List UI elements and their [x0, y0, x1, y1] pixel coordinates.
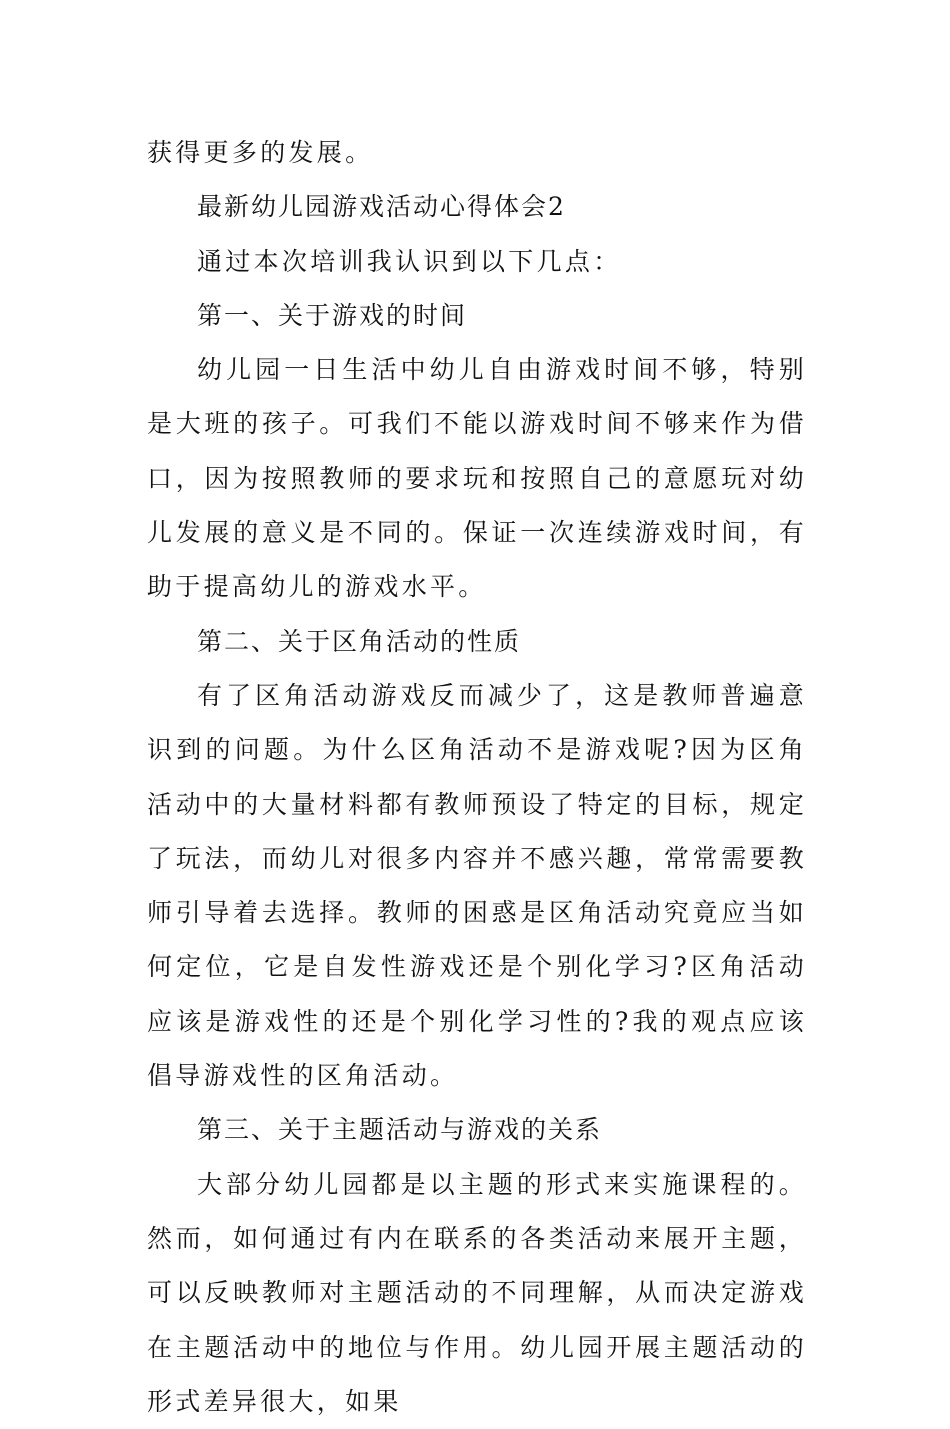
section-paragraph-2: 有了区角活动游戏反而减少了，这是教师普遍意识到的问题。为什么区角活动不是游戏呢?因为区角活动中的大量材料都有教师预设了特定的目标，规定了玩法，而幼儿对很多内容并不感兴趣，常常需要教师引导着去选择。教师的困惑是区角活动究竟应当如何定位，它是自发性游戏还是个别化学习?区角活动应该是游戏性的还是个别化学习性的?我的观点应该倡导游戏性的区角活动。: [147, 680, 807, 1091]
section-heading-1: 第一、关于游戏的时间: [197, 300, 468, 330]
document-body: [147, 126, 807, 1429]
section-heading-3: 第三、关于主题活动与游戏的关系: [197, 1115, 603, 1145]
section-heading-2: 第二、关于区角活动的性质: [197, 626, 522, 656]
article-title: 最新幼儿园游戏活动心得体会2: [197, 192, 566, 222]
paragraph-continuation: 获得更多的发展。: [147, 138, 374, 167]
section-paragraph-3: 大部分幼儿园都是以主题的形式来实施课程的。然而，如何通过有内在联系的各类活动来展开主题，可以反映教师对主题活动的不同理解，从而决定游戏在主题活动中的地位与作用。幼儿园开展主题活动的形式差异很大，如果: [147, 1169, 807, 1416]
intro-paragraph: 通过本次培训我认识到以下几点：: [197, 246, 622, 276]
section-paragraph-1: 幼儿园一日生活中幼儿自由游戏时间不够，特别是大班的孩子。可我们不能以游戏时间不够来作为借口，因为按照教师的要求玩和按照自己的意愿玩对幼儿发展的意义是不同的。保证一次连续游戏时间，有助于提高幼儿的游戏水平。: [147, 355, 807, 602]
